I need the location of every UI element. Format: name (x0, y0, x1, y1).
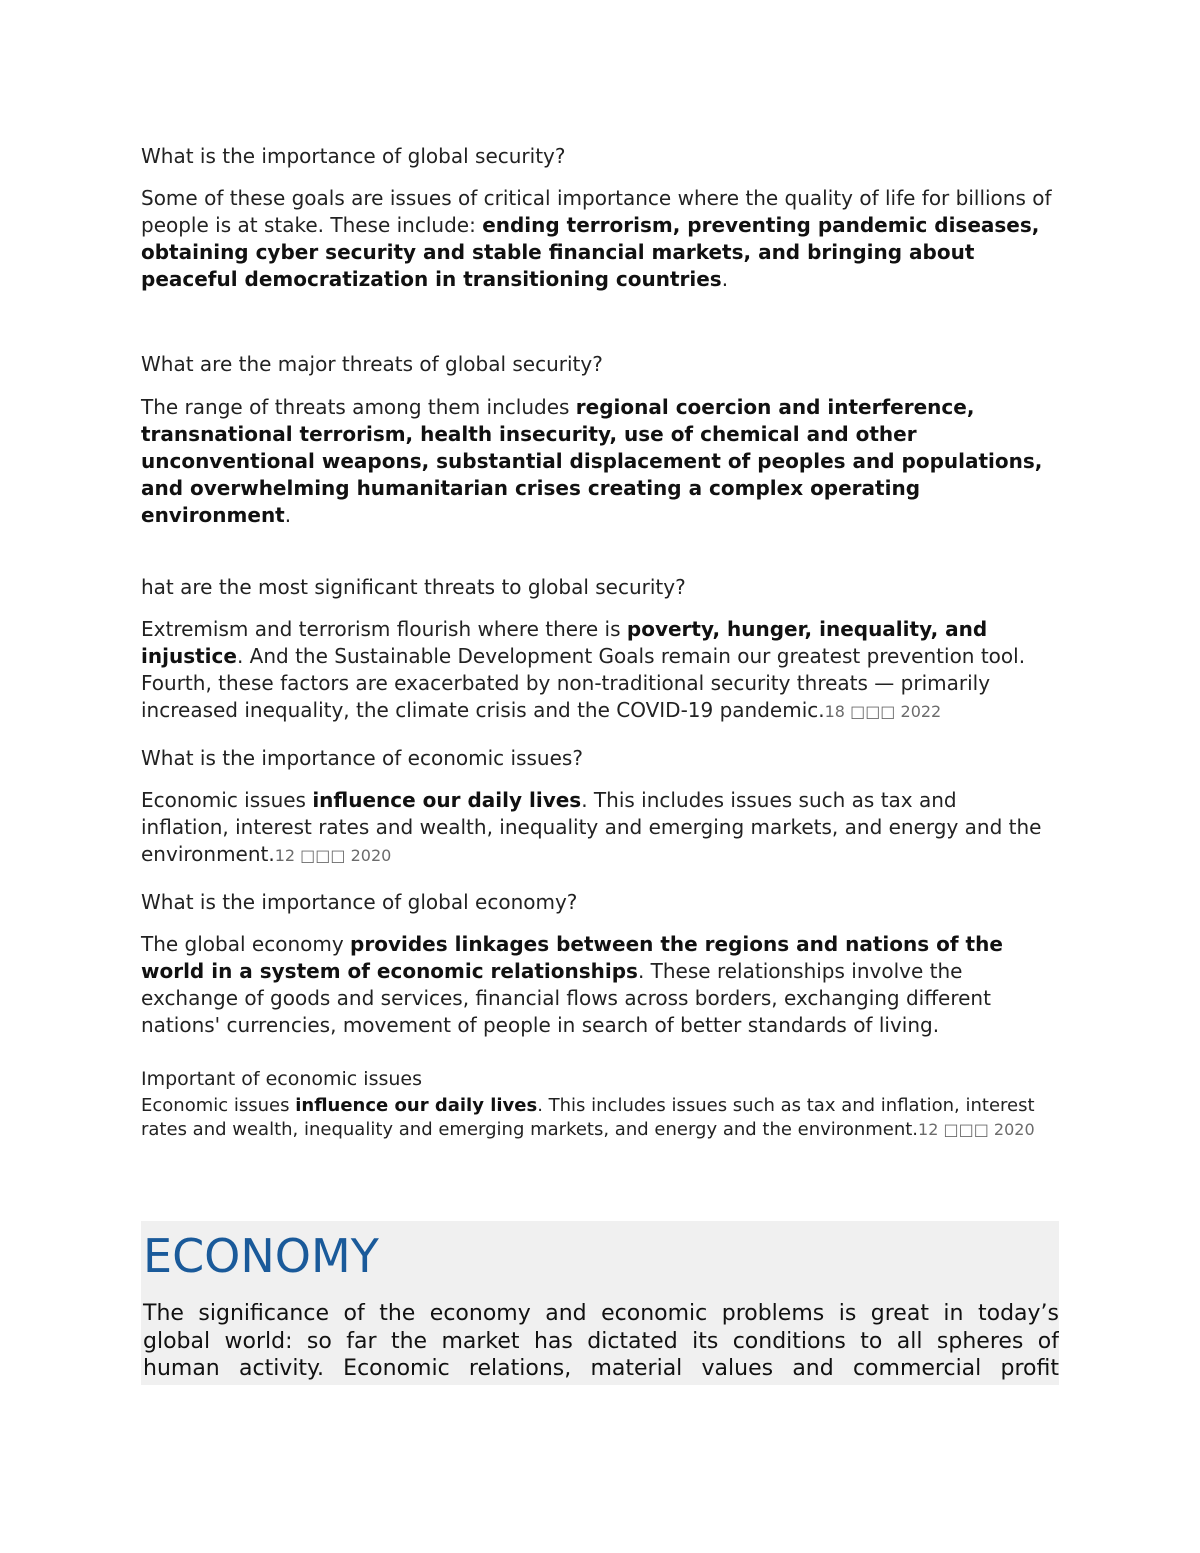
answer-paragraph (141, 787, 1046, 869)
economy-section (141, 1221, 1059, 1385)
important-text-end: . This includes issues such as tax and inflation, interest rates and wealth, inequality and emerging markets, and energy and the environment. (141, 1095, 1035, 1140)
question-heading: hat are the most significant threats to global security? (141, 575, 686, 599)
answer-paragraph (141, 185, 1059, 293)
answer-text: Extremism and terrorism flourish where there is (141, 617, 627, 641)
citation-date: 12 □□□ 2020 (274, 846, 392, 865)
answer-bold-text: ending terrorism, preventing pandemic diseases, obtaining cyber security and stable financial markets, and bringing about peaceful democratization in transitioning countries (141, 213, 1040, 291)
answer-paragraph (141, 394, 1046, 529)
answer-text: The global economy (141, 932, 351, 956)
economy-line: human activity. Economic relations, material values and commercial profit (143, 1356, 1059, 1381)
answer-text: Economic issues (141, 788, 313, 812)
answer-paragraph (141, 931, 1046, 1039)
important-bold-text: influence our daily lives (295, 1095, 538, 1116)
economy-line: The significance of the economy and economic problems is great in today’s (143, 1301, 1059, 1326)
answer-bold-text: poverty, hunger, inequality, and injustice (141, 617, 988, 668)
question-heading: What are the major threats of global security? (141, 352, 603, 376)
answer-text: Some of these goals are issues of critical importance where the quality of life for billions of people is at stake. These include: (141, 186, 1052, 237)
answer-bold-text: regional coercion and interference, transnational terrorism, health insecurity, use of chemical and other unconventional weapons, substantial displacement of peoples and populations, and overwhelming humanitarian crises creating a complex operating environment (141, 395, 1043, 527)
important-paragraph (141, 1094, 1059, 1142)
question-heading: What is the importance of economic issues? (141, 746, 583, 770)
answer-bold-text: influence our daily lives (312, 788, 582, 812)
answer-text-end: . This includes issues such as tax and inflation, interest rates and wealth, inequality and emerging markets, and energy and the environment. (141, 788, 1042, 866)
answer-text: The range of threats among them includes (141, 395, 576, 419)
answer-text-end: . (721, 267, 729, 291)
question-heading: What is the importance of global security? (141, 144, 566, 168)
answer-paragraph (141, 616, 1059, 725)
question-heading: What is the importance of global economy? (141, 890, 578, 914)
answer-text-end: . These relationships involve the exchange of goods and services, financial flows across borders, exchanging different nations' currencies, movement of people in search of better standards of living. (141, 959, 991, 1037)
citation-date: 12 □□□ 2020 (918, 1120, 1035, 1139)
important-text: Economic issues (141, 1095, 296, 1116)
economy-paragraph (143, 1300, 1059, 1383)
answer-bold-text: provides linkages between the regions and nations of the world in a system of economic relationships (141, 932, 1003, 983)
citation-date: 18 □□□ 2022 (824, 702, 942, 721)
answer-text-end: . (284, 503, 292, 527)
answer-text-end: . And the Sustainable Development Goals remain our greatest prevention tool. Fourth, these factors are exacerbated by non-traditional security threats — primarily increased inequality, the climate crisis and the COVID-19 pandemic. (141, 644, 1026, 722)
economy-line: global world: so far the market has dictated its conditions to all spheres of (143, 1328, 1059, 1354)
important-heading: Important of economic issues (141, 1068, 422, 1090)
economy-title: ECONOMY (143, 1229, 379, 1283)
